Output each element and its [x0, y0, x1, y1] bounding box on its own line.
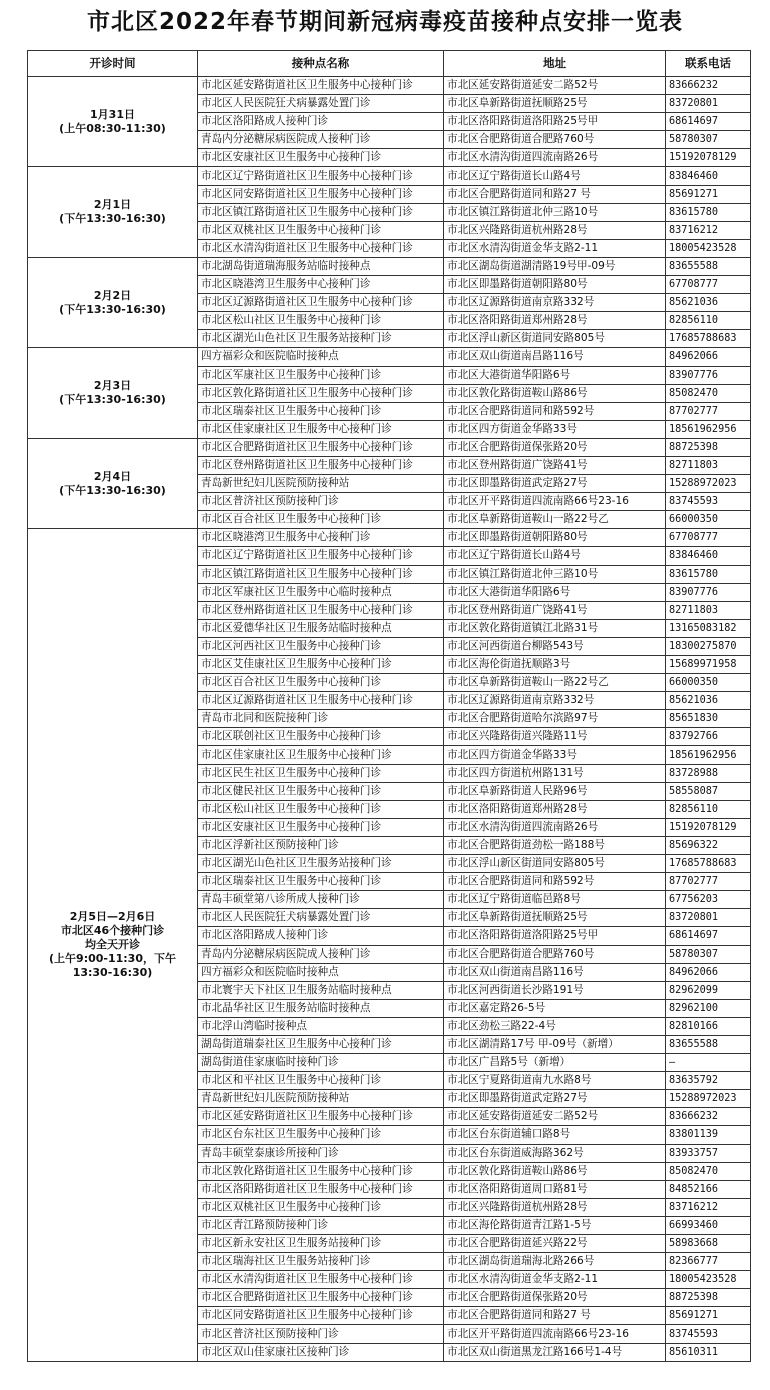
site-name-cell: 市北区瑞泰社区卫生服务中心接种门诊: [198, 873, 444, 891]
phone-cell: 87702777: [666, 402, 751, 420]
address-cell: 市北区兴隆路街道杭州路28号: [444, 221, 666, 239]
phone-cell: 85691271: [666, 1307, 751, 1325]
site-name-cell: 青岛内分泌糖尿病医院成人接种门诊: [198, 131, 444, 149]
site-name-cell: 市北区登州路街道社区卫生服务中心接种门诊: [198, 601, 444, 619]
session-time-line: 2月4日: [93, 469, 132, 483]
address-cell: 市北区辽宁路街道长山路4号: [444, 547, 666, 565]
phone-cell: 83728988: [666, 764, 751, 782]
site-name-cell: 市北区镇江路街道社区卫生服务中心接种门诊: [198, 203, 444, 221]
address-cell: 市北区敦化路街道鞍山路86号: [444, 384, 666, 402]
session-time-line: (下午13:30-16:30): [59, 393, 166, 407]
phone-cell: 82962100: [666, 999, 751, 1017]
address-cell: 市北区开平路街道四流南路66号23-16: [444, 1325, 666, 1343]
phone-cell: 15288972023: [666, 475, 751, 493]
address-cell: 市北区合肥路街道延兴路22号: [444, 1235, 666, 1253]
site-name-cell: 市北区延安路街道社区卫生服务中心接种门诊: [198, 77, 444, 95]
address-cell: 市北区合肥路街道同和路27 号: [444, 1307, 666, 1325]
phone-cell: 85621036: [666, 294, 751, 312]
phone-cell: 85691271: [666, 185, 751, 203]
session-time-cell: [28, 348, 198, 438]
site-name-cell: 市北区辽源路街道社区卫生服务中心接种门诊: [198, 294, 444, 312]
address-cell: 市北区合肥路街道合肥路760号: [444, 945, 666, 963]
site-name-cell: 青岛丰硕堂第八诊所成人接种门诊: [198, 891, 444, 909]
header-address: 地址: [444, 51, 666, 77]
session-time-line: (下午13:30-16:30): [59, 212, 166, 226]
table-row: [28, 257, 751, 275]
phone-cell: 83666232: [666, 1108, 751, 1126]
site-name-cell: 市北区洛阳路成人接种门诊: [198, 927, 444, 945]
site-name-cell: 市北区洛阳路成人接种门诊: [198, 113, 444, 131]
table-row: [28, 167, 751, 185]
phone-cell: 83635792: [666, 1072, 751, 1090]
phone-cell: 83716212: [666, 1198, 751, 1216]
phone-cell: 85082470: [666, 1162, 751, 1180]
address-cell: 市北区合肥路街道合肥路760号: [444, 131, 666, 149]
phone-cell: 82810166: [666, 1017, 751, 1035]
address-cell: 市北区辽源路街道南京路332号: [444, 692, 666, 710]
phone-cell: 67708777: [666, 276, 751, 294]
session-time-line: 均全天开诊: [85, 938, 140, 951]
schedule-table: [27, 50, 751, 1362]
site-name-cell: 青岛丰硕堂泰康诊所接种门诊: [198, 1144, 444, 1162]
phone-cell: 83716212: [666, 221, 751, 239]
session-time-line: 2月2日: [93, 288, 132, 302]
phone-cell: 83655588: [666, 1035, 751, 1053]
site-name-cell: 市北区瑞海社区卫生服务站接种门诊: [198, 1253, 444, 1271]
address-cell: 市北区合肥路街道保张路20号: [444, 1289, 666, 1307]
address-cell: 市北区即墨路街道朝阳路80号: [444, 529, 666, 547]
site-name-cell: 市北浮山湾临时接种点: [198, 1017, 444, 1035]
phone-cell: 15689971958: [666, 656, 751, 674]
site-name-cell: 市北区联创社区卫生服务中心接种门诊: [198, 728, 444, 746]
phone-cell: 83846460: [666, 167, 751, 185]
site-name-cell: 市北区水清沟街道社区卫生服务中心接种门诊: [198, 239, 444, 257]
address-cell: 市北区河西街道长沙路191号: [444, 981, 666, 999]
header-phone: 联系电话: [666, 51, 751, 77]
site-name-cell: 市北区人民医院狂犬病暴露处置门诊: [198, 95, 444, 113]
address-cell: 市北区浮山新区街道同安路805号: [444, 330, 666, 348]
address-cell: 市北区海伦街道抚顺路3号: [444, 656, 666, 674]
session-time-cell: [28, 77, 198, 167]
site-name-cell: 市北区敦化路街道社区卫生服务中心接种门诊: [198, 1162, 444, 1180]
site-name-cell: 市北区辽源路街道社区卫生服务中心接种门诊: [198, 692, 444, 710]
address-cell: 市北区水清沟街道金华支路2-11: [444, 239, 666, 257]
address-cell: 市北区台东街道辅口路8号: [444, 1126, 666, 1144]
address-cell: 市北区宁夏路街道南九水路8号: [444, 1072, 666, 1090]
session-time-line: 2月1日: [93, 198, 132, 212]
address-cell: 市北区浮山新区街道同安路805号: [444, 855, 666, 873]
phone-cell: 82856110: [666, 800, 751, 818]
site-name-cell: 市北区军康社区卫生服务中心接种门诊: [198, 366, 444, 384]
session-time-line: (上午08:30-11:30): [59, 121, 166, 135]
site-name-cell: 市北区合肥路街道社区卫生服务中心接种门诊: [198, 1289, 444, 1307]
phone-cell: 66000350: [666, 674, 751, 692]
site-name-cell: 市北寰宇天下社区卫生服务站临时接种点: [198, 981, 444, 999]
address-cell: 市北区阜新路街道鞍山一路22号乙: [444, 674, 666, 692]
session-time-cell: [28, 257, 198, 347]
address-cell: 市北区湖岛街道瑞海北路266号: [444, 1253, 666, 1271]
site-name-cell: 市北区登州路街道社区卫生服务中心接种门诊: [198, 456, 444, 474]
site-name-cell: 湖岛街道佳家康临时接种门诊: [198, 1054, 444, 1072]
address-cell: 市北区水清沟街道四流南路26号: [444, 149, 666, 167]
phone-cell: 82366777: [666, 1253, 751, 1271]
address-cell: 市北区辽源路街道南京路332号: [444, 294, 666, 312]
phone-cell: 83615780: [666, 203, 751, 221]
address-cell: 市北区合肥路街道同和路592号: [444, 873, 666, 891]
address-cell: 市北区洛阳路街道周口路81号: [444, 1180, 666, 1198]
site-name-cell: 市北区瑞泰社区卫生服务中心接种门诊: [198, 402, 444, 420]
site-name-cell: 市北区同安路街道社区卫生服务中心接种门诊: [198, 1307, 444, 1325]
site-name-cell: 市北区军康社区卫生服务中心临时接种点: [198, 583, 444, 601]
site-name-cell: 市北湖岛街道瑞海服务站临时接种点: [198, 257, 444, 275]
address-cell: 市北区四方街道金华路33号: [444, 746, 666, 764]
phone-cell: 58780307: [666, 131, 751, 149]
site-name-cell: 市北区百合社区卫生服务中心接种门诊: [198, 674, 444, 692]
site-name-cell: 四方福彩众和医院临时接种点: [198, 348, 444, 366]
phone-cell: 82962099: [666, 981, 751, 999]
address-cell: 市北区登州路街道广饶路41号: [444, 456, 666, 474]
phone-cell: 84852166: [666, 1180, 751, 1198]
site-name-cell: 市北区安康社区卫生服务中心接种门诊: [198, 149, 444, 167]
address-cell: 市北区嘉定路26-5号: [444, 999, 666, 1017]
site-name-cell: 市北区台东社区卫生服务中心接种门诊: [198, 1126, 444, 1144]
address-cell: 市北区水清沟街道金华支路2-11: [444, 1271, 666, 1289]
address-cell: 市北区开平路街道四流南路66号23-16: [444, 493, 666, 511]
address-cell: 市北区镇江路街道北仲三路10号: [444, 565, 666, 583]
phone-cell: 84962066: [666, 963, 751, 981]
site-name-cell: 市北区松山社区卫生服务中心接种门诊: [198, 312, 444, 330]
session-time-line: 市北区46个接种门诊: [60, 924, 165, 937]
table-row: [28, 438, 751, 456]
phone-cell: 18300275870: [666, 637, 751, 655]
site-name-cell: 市北晶华社区卫生服务站临时接种点: [198, 999, 444, 1017]
address-cell: 市北区辽宁路街道长山路4号: [444, 167, 666, 185]
site-name-cell: 市北区水清沟街道社区卫生服务中心接种门诊: [198, 1271, 444, 1289]
phone-cell: 15192078129: [666, 818, 751, 836]
address-cell: 市北区河西街道台柳路543号: [444, 637, 666, 655]
site-name-cell: 市北区同安路街道社区卫生服务中心接种门诊: [198, 185, 444, 203]
table-row: [28, 77, 751, 95]
phone-cell: 83720801: [666, 909, 751, 927]
phone-cell: 83745593: [666, 493, 751, 511]
address-cell: 市北区大港街道华阳路6号: [444, 583, 666, 601]
address-cell: 市北区镇江路街道北仲三路10号: [444, 203, 666, 221]
phone-cell: 68614697: [666, 113, 751, 131]
site-name-cell: 市北区镇江路街道社区卫生服务中心接种门诊: [198, 565, 444, 583]
site-name-cell: 市北区民生社区卫生服务中心接种门诊: [198, 764, 444, 782]
phone-cell: 13165083182: [666, 619, 751, 637]
phone-cell: 83720801: [666, 95, 751, 113]
site-name-cell: 市北区普济社区预防接种门诊: [198, 493, 444, 511]
site-name-cell: 市北区湖光山色社区卫生服务站接种门诊: [198, 330, 444, 348]
site-name-cell: 市北区新永安社区卫生服务站接种门诊: [198, 1235, 444, 1253]
address-cell: 市北区敦化路街道鞍山路86号: [444, 1162, 666, 1180]
site-name-cell: 市北区安康社区卫生服务中心接种门诊: [198, 818, 444, 836]
site-name-cell: 市北区人民医院狂犬病暴露处置门诊: [198, 909, 444, 927]
address-cell: 市北区阜新路街道鞍山一路22号乙: [444, 511, 666, 529]
session-time-line: (下午13:30-16:30): [59, 302, 166, 316]
address-cell: 市北区湖岛街道湖清路19号甲-09号: [444, 257, 666, 275]
phone-cell: 67708777: [666, 529, 751, 547]
site-name-cell: 四方福彩众和医院临时接种点: [198, 963, 444, 981]
address-cell: 市北区延安路街道延安二路52号: [444, 1108, 666, 1126]
phone-cell: 18005423528: [666, 239, 751, 257]
site-name-cell: 市北区延安路街道社区卫生服务中心接种门诊: [198, 1108, 444, 1126]
address-cell: 市北区广昌路5号（新增）: [444, 1054, 666, 1072]
session-time-line: (下午13:30-16:30): [59, 483, 166, 497]
site-name-cell: 市北区佳家康社区卫生服务中心接种门诊: [198, 746, 444, 764]
site-name-cell: 青岛新世纪妇儿医院预防接种站: [198, 1090, 444, 1108]
session-time-cell: [28, 529, 198, 1361]
page-title: 市北区2022年春节期间新冠病毒疫苗接种点安排一览表: [86, 9, 683, 35]
phone-cell: 18005423528: [666, 1271, 751, 1289]
phone-cell: 15288972023: [666, 1090, 751, 1108]
address-cell: 市北区延安路街道延安二路52号: [444, 77, 666, 95]
phone-cell: 83745593: [666, 1325, 751, 1343]
phone-cell: 83792766: [666, 728, 751, 746]
phone-cell: 83615780: [666, 565, 751, 583]
site-name-cell: 市北区湖光山色社区卫生服务站接种门诊: [198, 855, 444, 873]
phone-cell: 17685788683: [666, 330, 751, 348]
site-name-cell: 市北区洛阳路街道社区卫生服务中心接种门诊: [198, 1180, 444, 1198]
site-name-cell: 市北区浮新社区预防接种门诊: [198, 836, 444, 854]
phone-cell: 85610311: [666, 1343, 751, 1361]
phone-cell: 82711803: [666, 601, 751, 619]
address-cell: 市北区辽宁路街道临邑路8号: [444, 891, 666, 909]
site-name-cell: 市北区双桃社区卫生服务中心接种门诊: [198, 1198, 444, 1216]
address-cell: 市北区阜新路街道人民路96号: [444, 782, 666, 800]
header-time: 开诊时间: [28, 51, 198, 77]
phone-cell: 18561962956: [666, 746, 751, 764]
phone-cell: 83907776: [666, 366, 751, 384]
site-name-cell: 市北区合肥路街道社区卫生服务中心接种门诊: [198, 438, 444, 456]
phone-cell: 88725398: [666, 438, 751, 456]
phone-cell: 18561962956: [666, 420, 751, 438]
site-name-cell: 市北区艾佳康社区卫生服务中心接种门诊: [198, 656, 444, 674]
address-cell: 市北区合肥路街道劲松一路188号: [444, 836, 666, 854]
address-cell: 市北区双山街道黑龙江路166号1-4号: [444, 1343, 666, 1361]
phone-cell: 85082470: [666, 384, 751, 402]
address-cell: 市北区台东街道威海路362号: [444, 1144, 666, 1162]
address-cell: 市北区洛阳路街道郑州路28号: [444, 800, 666, 818]
phone-cell: 83933757: [666, 1144, 751, 1162]
site-name-cell: 市北区青江路预防接种门诊: [198, 1216, 444, 1234]
schedule-body: [28, 77, 751, 1362]
phone-cell: 15192078129: [666, 149, 751, 167]
phone-cell: 66993460: [666, 1216, 751, 1234]
phone-cell: 68614697: [666, 927, 751, 945]
address-cell: 市北区湖清路17号 甲-09号（新增）: [444, 1035, 666, 1053]
site-name-cell: 市北区普济社区预防接种门诊: [198, 1325, 444, 1343]
address-cell: 市北区水清沟街道四流南路26号: [444, 818, 666, 836]
address-cell: 市北区海伦路街道青江路1-5号: [444, 1216, 666, 1234]
site-name-cell: 市北区爱德华社区卫生服务站临时接种点: [198, 619, 444, 637]
address-cell: 市北区兴隆路街道杭州路28号: [444, 1198, 666, 1216]
phone-cell: 88725398: [666, 1289, 751, 1307]
phone-cell: 83666232: [666, 77, 751, 95]
address-cell: 市北区合肥路街道同和路592号: [444, 402, 666, 420]
address-cell: 市北区洛阳路街道洛阳路25号甲: [444, 927, 666, 945]
phone-cell: 83801139: [666, 1126, 751, 1144]
header-row: [28, 51, 751, 77]
session-time-line: (上午9:00-11:30，下午: [49, 952, 176, 965]
site-name-cell: 青岛内分泌糖尿病医院成人接种门诊: [198, 945, 444, 963]
phone-cell: 85651830: [666, 710, 751, 728]
phone-cell: 82711803: [666, 456, 751, 474]
site-name-cell: 市北区辽宁路街道社区卫生服务中心接种门诊: [198, 167, 444, 185]
address-cell: 市北区大港街道华阳路6号: [444, 366, 666, 384]
header-name: 接种点名称: [198, 51, 444, 77]
address-cell: 市北区洛阳路街道洛阳路25号甲: [444, 113, 666, 131]
address-cell: 市北区双山街道南昌路116号: [444, 963, 666, 981]
address-cell: 市北区兴隆路街道兴隆路11号: [444, 728, 666, 746]
session-time-line: 2月3日: [93, 379, 132, 393]
phone-cell: 66000350: [666, 511, 751, 529]
session-time-cell: [28, 438, 198, 528]
phone-cell: 67756203: [666, 891, 751, 909]
address-cell: 市北区洛阳路街道郑州路28号: [444, 312, 666, 330]
site-name-cell: 青岛市北同和医院接种门诊: [198, 710, 444, 728]
phone-cell: —: [666, 1054, 751, 1072]
site-name-cell: 市北区河西社区卫生服务中心接种门诊: [198, 637, 444, 655]
session-time-cell: [28, 167, 198, 257]
phone-cell: 83907776: [666, 583, 751, 601]
address-cell: 市北区登州路街道广饶路41号: [444, 601, 666, 619]
address-cell: 市北区合肥路街道哈尔滨路97号: [444, 710, 666, 728]
address-cell: 市北区四方街道杭州路131号: [444, 764, 666, 782]
site-name-cell: 市北区双山佳家康社区接种门诊: [198, 1343, 444, 1361]
phone-cell: 58558087: [666, 782, 751, 800]
site-name-cell: 市北区松山社区卫生服务中心接种门诊: [198, 800, 444, 818]
session-time-line: 13:30-16:30): [72, 966, 153, 979]
site-name-cell: 市北区健民社区卫生服务中心接种门诊: [198, 782, 444, 800]
phone-cell: 17685788683: [666, 855, 751, 873]
phone-cell: 83655588: [666, 257, 751, 275]
site-name-cell: 湖岛街道瑞泰社区卫生服务中心接种门诊: [198, 1035, 444, 1053]
site-name-cell: 市北区辽宁路街道社区卫生服务中心接种门诊: [198, 547, 444, 565]
table-row: [28, 348, 751, 366]
address-cell: 市北区即墨路街道朝阳路80号: [444, 276, 666, 294]
phone-cell: 84962066: [666, 348, 751, 366]
address-cell: 市北区双山街道南昌路116号: [444, 348, 666, 366]
site-name-cell: 市北区晓港湾卫生服务中心接种门诊: [198, 276, 444, 294]
site-name-cell: 青岛新世纪妇儿医院预防接种站: [198, 475, 444, 493]
phone-cell: 82856110: [666, 312, 751, 330]
phone-cell: 85696322: [666, 836, 751, 854]
address-cell: 市北区敦化路街道镇江北路31号: [444, 619, 666, 637]
session-time-line: 2月5日—2月6日: [69, 910, 156, 923]
address-cell: 市北区四方街道金华路33号: [444, 420, 666, 438]
phone-cell: 85621036: [666, 692, 751, 710]
site-name-cell: 市北区百合社区卫生服务中心接种门诊: [198, 511, 444, 529]
address-cell: 市北区即墨路街道武定路27号: [444, 475, 666, 493]
address-cell: 市北区阜新路街道抚顺路25号: [444, 95, 666, 113]
site-name-cell: 市北区佳家康社区卫生服务中心接种门诊: [198, 420, 444, 438]
phone-cell: 58983668: [666, 1235, 751, 1253]
address-cell: 市北区即墨路街道武定路27号: [444, 1090, 666, 1108]
site-name-cell: 市北区晓港湾卫生服务中心接种门诊: [198, 529, 444, 547]
table-row: [28, 529, 751, 547]
address-cell: 市北区合肥路街道保张路20号: [444, 438, 666, 456]
phone-cell: 58780307: [666, 945, 751, 963]
site-name-cell: 市北区和平社区卫生服务中心接种门诊: [198, 1072, 444, 1090]
session-time-line: 1月31日: [90, 107, 135, 121]
site-name-cell: 市北区敦化路街道社区卫生服务中心接种门诊: [198, 384, 444, 402]
phone-cell: 87702777: [666, 873, 751, 891]
address-cell: 市北区劲松三路22-4号: [444, 1017, 666, 1035]
phone-cell: 83846460: [666, 547, 751, 565]
address-cell: 市北区阜新路街道抚顺路25号: [444, 909, 666, 927]
site-name-cell: 市北区双桃社区卫生服务中心接种门诊: [198, 221, 444, 239]
address-cell: 市北区合肥路街道同和路27 号: [444, 185, 666, 203]
